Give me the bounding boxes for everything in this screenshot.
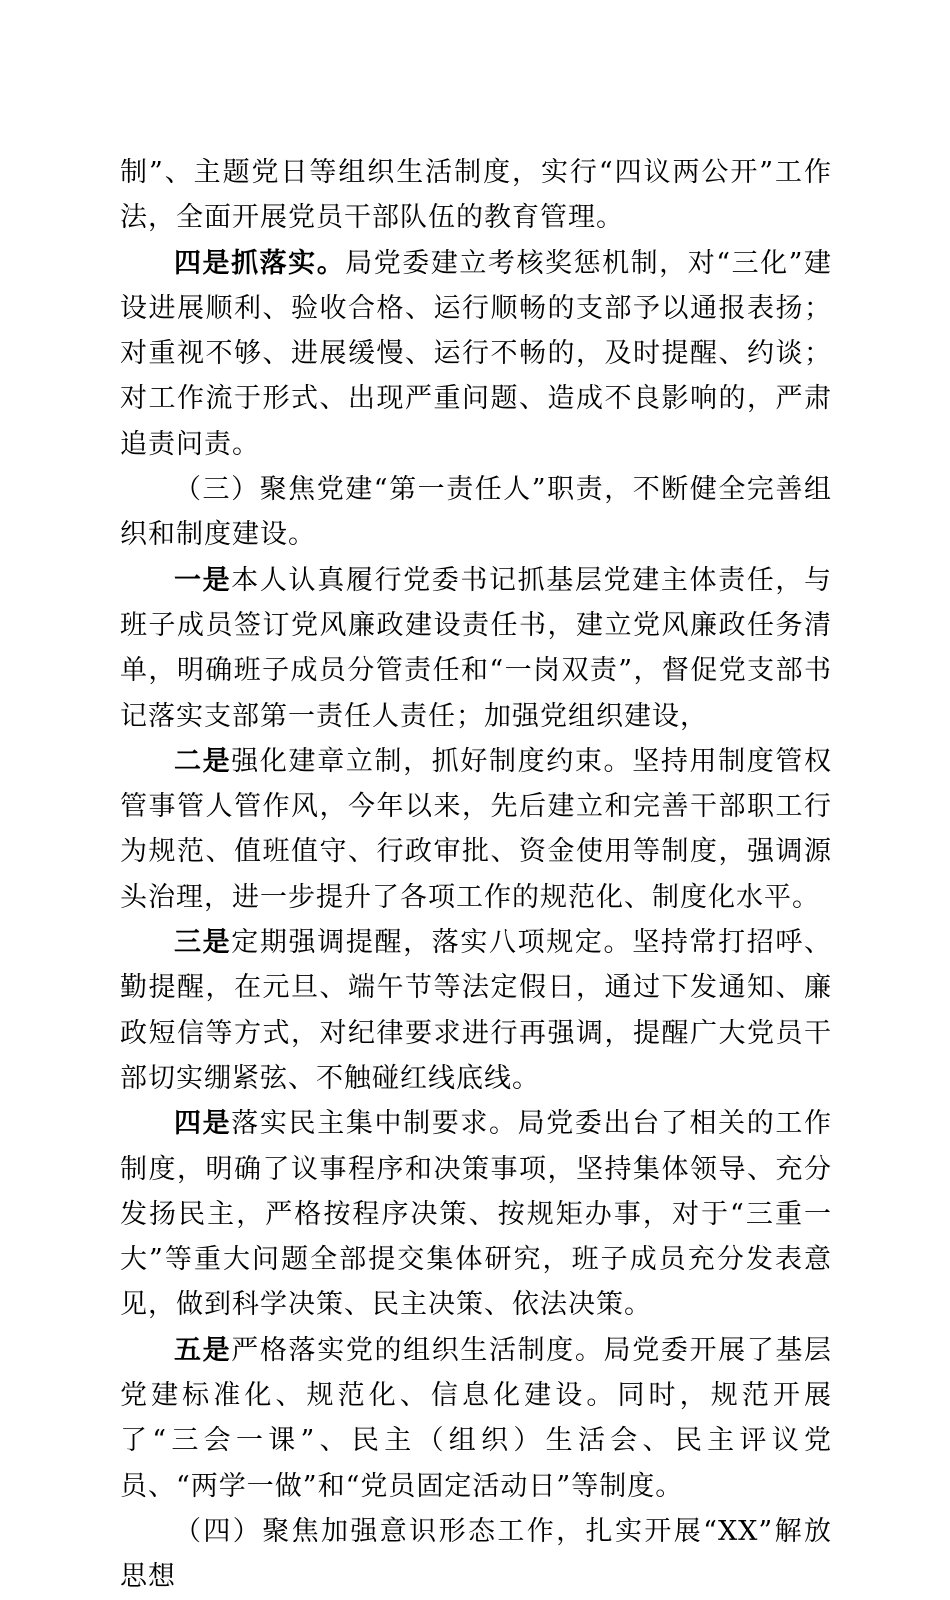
heading-text: （四）聚焦加强意识形态工作，扎实开展“XX”解放思想 — [120, 1515, 832, 1593]
heading-text: （三）聚焦党建“第一责任人”职责，不断健全完善组织和制度建设。 — [120, 474, 832, 551]
paragraph-item-3 — [120, 920, 832, 1101]
paragraph-text: 制”、主题党日等组织生活制度，实行“四议两公开”工作法，全面开展党员干部队伍的教育管理。 — [120, 157, 832, 234]
paragraph-lead: 一是 — [174, 564, 232, 596]
section-heading-3 — [120, 467, 832, 558]
paragraph-lead: 四是抓落实。 — [174, 247, 346, 279]
paragraph-text: 本人认真履行党委书记抓基层党建主体责任，与班子成员签订党风廉政建设责任书，建立党风廉政任务清单，明确班子成员分管责任和“一岗双责”，督促党支部书记落实支部第一责任人责任；加强党组织建设， — [120, 564, 833, 732]
paragraph-text: 局党委建立考核奖惩机制，对“三化”建设进展顺利、验收合格、运行顺畅的支部予以通报表扬；对重视不够、进展缓慢、运行不畅的，及时提醒、约谈；对工作流于形式、出现严重问题、造成不良影响的，严肃追责问责。 — [120, 247, 832, 460]
paragraph-text: 落实民主集中制要求。局党委出台了相关的工作制度，明确了议事程序和决策事项，坚持集体领导、充分发扬民主，严格按程序决策、按规矩办事，对于“三重一大”等重大问题全部提交集体研究，班子成员充分发表意见，做到科学决策、民主决策、依法决策。 — [120, 1108, 833, 1321]
paragraph-text: 强化建章立制，抓好制度约束。坚持用制度管权管事管人管作风，今年以来，先后建立和完善干部职工行为规范、值班值守、行政审批、资金使用等制度，强调源头治理，进一步提升了各项工作的规范化、制度化水平。 — [120, 745, 833, 913]
paragraph-text: 定期强调提醒，落实八项规定。坚持常打招呼、勤提醒，在元旦、端午节等法定假日，通过下发通知、廉政短信等方式，对纪律要求进行再强调，提醒广大党员干部切实绷紧弦、不触碰红线底线。 — [120, 927, 833, 1094]
paragraph-item-2 — [120, 739, 832, 920]
paragraph-lead: 三是 — [174, 927, 232, 959]
paragraph-implementation — [120, 241, 832, 467]
paragraph-continuation — [120, 150, 832, 241]
document-page — [120, 150, 832, 1600]
paragraph-lead: 五是 — [174, 1334, 232, 1366]
paragraph-text: 严格落实党的组织生活制度。局党委开展了基层党建标准化、规范化、信息化建设。同时，规范开展了“三会一课”、民主（组织）生活会、民主评议党员、“两学一做”和“党员固定活动日”等制度。 — [120, 1334, 833, 1502]
paragraph-lead: 四是 — [174, 1108, 232, 1140]
section-heading-4 — [120, 1509, 832, 1600]
paragraph-item-5 — [120, 1328, 832, 1509]
paragraph-item-4 — [120, 1101, 832, 1327]
paragraph-item-1 — [120, 558, 832, 739]
paragraph-lead: 二是 — [174, 745, 232, 777]
